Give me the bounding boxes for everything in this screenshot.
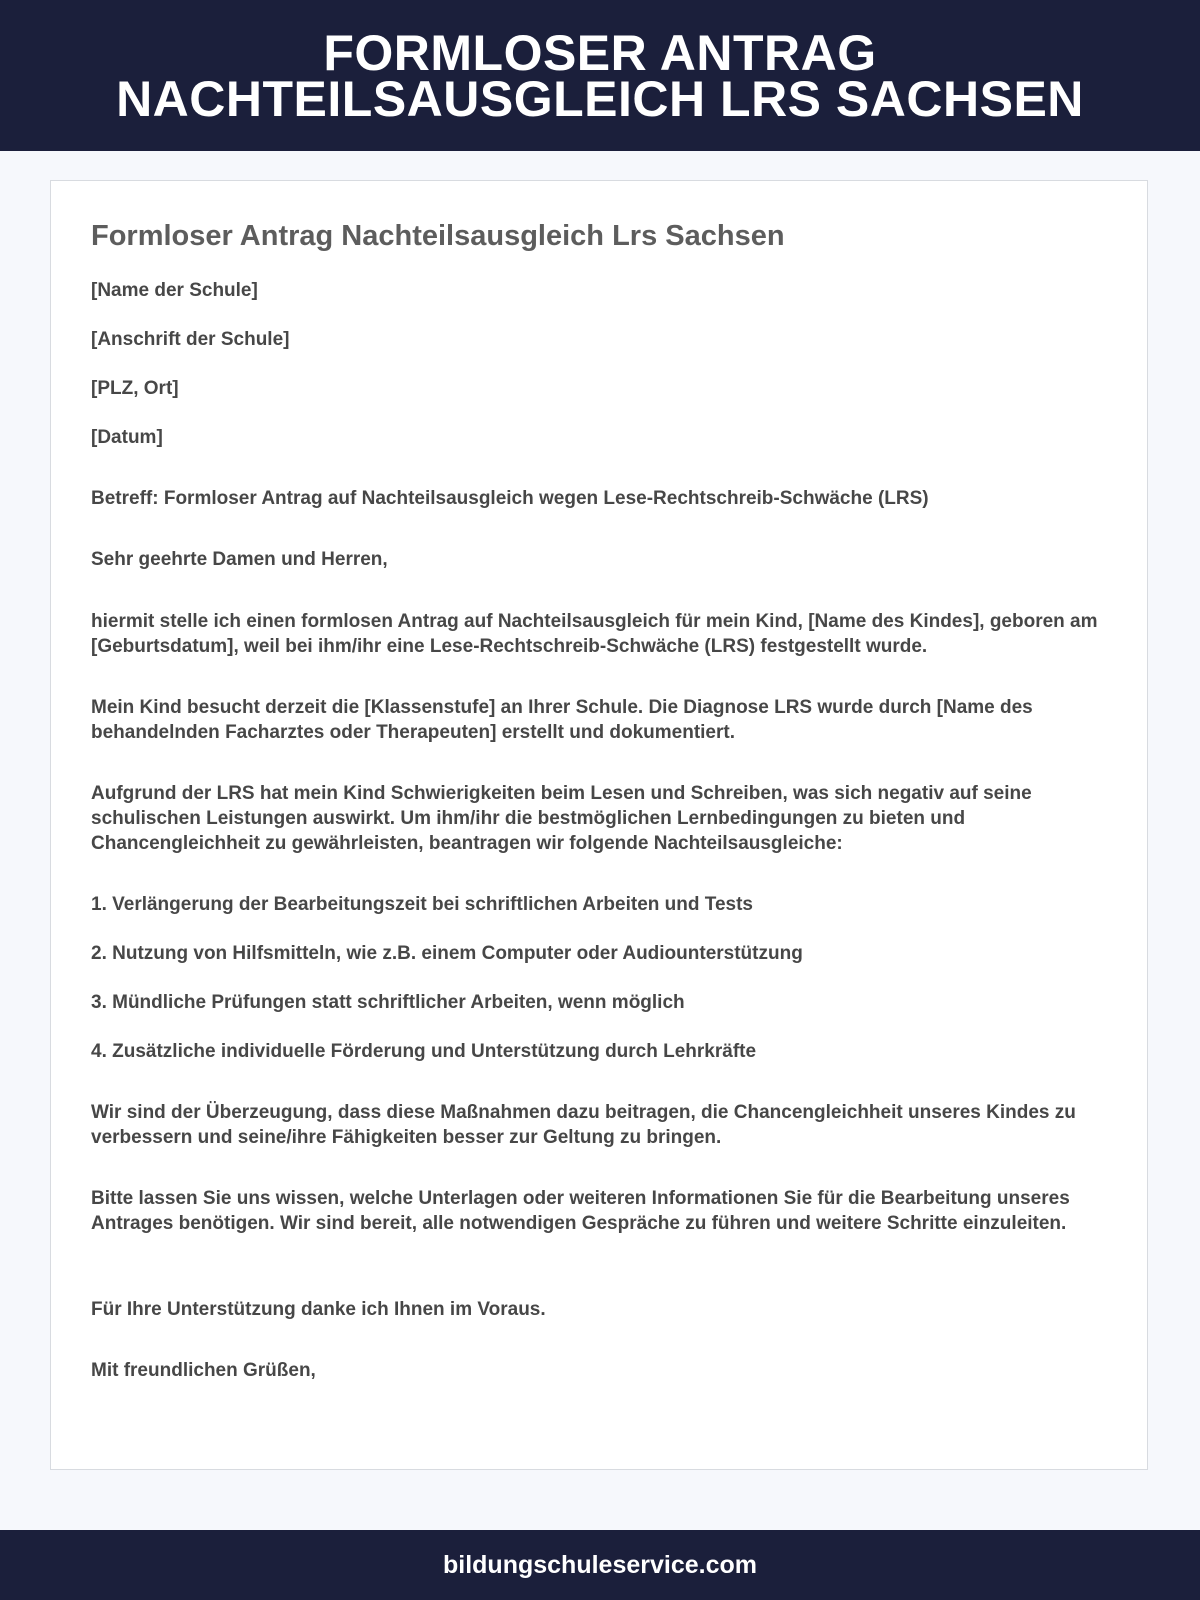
postal-city: [PLZ, Ort] — [91, 378, 179, 399]
paragraph-reason: Aufgrund der LRS hat mein Kind Schwierigkeiten beim Lesen und Schreiben, was sich negativ auf seine schulischen Leistungen auswirkt. Um ihm/ihr die bestmöglichen Lernbedingungen zu bieten und Chancengleichheit zu gewährleisten, beantragen wir folgende Nachteilsausgleiche: — [91, 783, 1032, 854]
school-address: [Anschrift der Schule] — [91, 329, 290, 350]
paragraph-diagnosis: Mein Kind besucht derzeit die [Klassenstufe] an Ihrer Schule. Die Diagnose LRS wurde durch [Name des behandelnden Facharztes oder Therapeuten] erstellt und dokumentiert. — [91, 697, 1033, 743]
list-item: 1. Verlängerung der Bearbeitungszeit bei schriftlichen Arbeiten und Tests — [91, 894, 753, 915]
school-name: [Name der Schule] — [91, 280, 258, 301]
letter-date: [Datum] — [91, 427, 163, 448]
footer-site-link[interactable]: bildungschuleservice.com — [443, 1550, 757, 1579]
paragraph-request-info: Bitte lassen Sie uns wissen, welche Unterlagen oder weiteren Informationen Sie für die Bearbeitung unseres Antrages benötigen. Wir sind bereit, alle notwendigen Gespräche zu führen und weitere Schritte einzuleiten. — [91, 1188, 1070, 1234]
header-title-line-1: FORMLOSER ANTRAG — [323, 24, 877, 81]
page-header — [0, 0, 1200, 151]
paragraph-intro: hiermit stelle ich einen formlosen Antrag auf Nachteilsausgleich für mein Kind, [Name des Kindes], geboren am [Geburtsdatum], weil bei ihm/ihr eine Lese-Rechtschreib-Schwäche (LRS) festgestellt wurde. — [91, 611, 1098, 657]
list-item: 4. Zusätzliche individuelle Förderung und Unterstützung durch Lehrkräfte — [91, 1041, 757, 1062]
list-item: 2. Nutzung von Hilfsmitteln, wie z.B. einem Computer oder Audiounterstützung — [91, 943, 803, 964]
closing-line: Mit freundlichen Grüßen, — [91, 1360, 316, 1381]
salutation: Sehr geehrte Damen und Herren, — [91, 549, 388, 570]
document-card — [50, 180, 1148, 1470]
paragraph-conviction: Wir sind der Überzeugung, dass diese Maßnahmen dazu beitragen, die Chancengleichheit unseres Kindes zu verbessern und seine/ihre Fähigkeiten besser zur Geltung zu bringen. — [91, 1102, 1076, 1148]
list-item: 3. Mündliche Prüfungen statt schriftlicher Arbeiten, wenn möglich — [91, 992, 685, 1013]
paragraph-thanks: Für Ihre Unterstützung danke ich Ihnen im Voraus. — [91, 1299, 546, 1320]
page-footer — [0, 1530, 1200, 1600]
header-title-line-2: NACHTEILSAUSGLEICH LRS SACHSEN — [116, 70, 1084, 127]
subject-line: Betreff: Formloser Antrag auf Nachteilsausgleich wegen Lese-Rechtschreib-Schwäche (LRS) — [91, 488, 929, 509]
document-title: Formloser Antrag Nachteilsausgleich Lrs Sachsen — [91, 220, 785, 252]
